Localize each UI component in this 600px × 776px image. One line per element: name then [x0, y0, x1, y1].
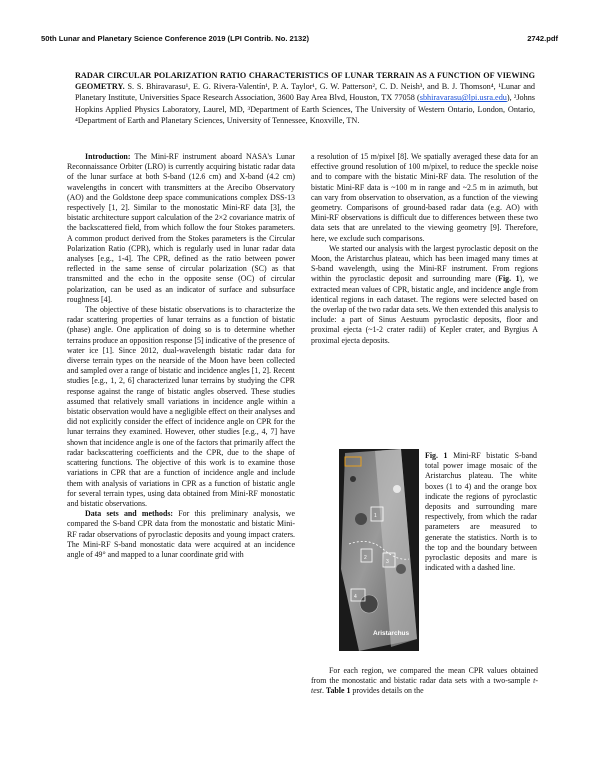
author-email-link[interactable]: sbhiravarasu@lpi.usra.edu: [419, 93, 507, 103]
page-header: [41, 34, 558, 46]
affiliation-2: ), ²Johns Hopkins Applied Physics Laboratory, Laurel, MD, ³Department of Earth Sciences, The University of Western Ontario, London, Ontario, ⁴Department of Earth and Planetary Sciences, University of Tennessee, Knoxville, TN.: [75, 93, 535, 125]
figure-reference: Fig. 1: [498, 274, 520, 284]
methods-paragraph-2: We started our analysis with the largest pyroclastic deposit on the Moon, the Aristarchus plateau, which has been imaged many times at S-band wavelength, using the Mini-RF instrument. From regions within the pyroclastic deposit and surrounding mare (Fig. 1), we extracted mean values of CPR, bistatic angle, and incidence angle from identical regions in each dataset. The regions were selected based on the overlap of the two radar data sets. We then extended this analysis to include: a part of Sinus Aestuum pyroclastic deposits, floor and proximal ejecta (~1-2 crater radii) of Kepler crater, and Byrgius A proximal ejecta deposits.: [311, 243, 538, 345]
title-block: [75, 70, 535, 126]
paper-title: RADAR CIRCULAR POLARIZATION RATIO CHARACTERISTICS OF LUNAR TERRAIN AS A FUNCTION OF VIEWING GEOMETRY.: [75, 71, 535, 92]
left-column: [67, 152, 295, 560]
author-list: S. S. Bhiravarasu¹, E. G. Rivera-Valentín¹, P. A. Taylor¹, G. W. Patterson², C. D. Neish³, and B. J. Thomson⁴,: [127, 82, 496, 92]
crater: [355, 513, 367, 525]
intro-paragraph-1: Introduction: The Mini-RF instrument aboard NASA's Lunar Reconnaissance Orbiter (LRO) is currently acquiring bistatic radar data of the lunar surface at both S-band (12.6 cm) and X-band (4.2 cm) wavelengths in concert with transmitters at the Arecibo Observatory (AO) and the Goldstone deep space communications complex DSS-13 respectively [1, 2]. Similar to the monostatic Mini-RF data [3], the bistatic architecture support calculation of the 2×2 covariance matrix of the backscattered field, from which follow the four Stokes parameters. A common product derived from the Stokes parameters is the Circular Polarization Ratio (CPR), which is regularly used in lunar radar data analyses [e.g., 1-4]. The CPR, defined as the ratio between power reflected in the same sense of circular polarization (SC) as that transmitted and the echo in the opposite sense (OC) of circular polarization, can be used as an indicator of surface and subsurface roughness [4].: [67, 152, 295, 304]
file-id: 2742.pdf: [527, 34, 558, 43]
post-figure-text: [311, 666, 538, 697]
methods-paragraph-1-continued: a resolution of 15 m/pixel [8]. We spatially averaged these data for an effective ground resolution of 100 m/pixel, to reduce the speckle noise and to compare with the bistatic Mini-RF data. The resolution of the bistatic Mini-RF data is ~100 m in range and ~2.5 m in azimuth, but can vary from observation to observation, as a function of the viewing geometry. Comparisons of ground-based radar data (e.g. AO) with Mini-RF observations is difficult due to differences between these two data sets that are unrelated to the viewing geometry [9]. Therefore, here, we exclude such comparisons.: [311, 152, 538, 243]
table-reference: Table 1: [325, 686, 351, 696]
crater: [396, 564, 406, 574]
box-label-4: 4: [354, 594, 357, 600]
box-label-3: 3: [386, 559, 389, 565]
radar-mosaic-image: [339, 449, 419, 651]
box-label-1: 1: [374, 513, 377, 519]
intro-paragraph-2: The objective of these bistatic observations is to characterize the radar scattering properties of lunar terrains as a function of bistatic (phase) angle. One application of doing so is to determine whether terrains produce an opposition response [5] indicative of the presence of water ice [1]. Since 2012, dual-wavelength bistatic radar data for diverse terrain types on the nearside of the Moon have been collected and sampled over a range of bistatic and incidence angles [1, 2]. Recent studies [e.g., 1, 2, 6] characterized lunar terrains by studying the CPR response against the range of bistatic angles observed. These studies assumed that relatively small variations in incidence angle within a bistatic observation would have a negligible effect on their analyses and did not explicitly consider the effect of incidence angle on CPR for the lunar terrains they examined. However, other studies [e.g., 4, 7] have shown that incidence angle is one of the factors that primarily affect the radar backscattering coefficients and the CPR, due to the shape of scattering functions. The objective of this work is to examine those variations in CPR that are a function of incidence angle and include them with analysis of variations in CPR as a function of bistatic angle for several terrain types, using data obtained from Mini-RF monostatic and bistatic observations.: [67, 305, 295, 508]
affiliation-1: ¹Lunar and Planetary Institute, Universities Space Research Association, 3600 Bay Area Blvd, Houston, TX 77058 (: [75, 82, 536, 103]
t-test-term: t-test: [311, 676, 538, 696]
crater: [393, 485, 401, 493]
figure-caption: Fig. 1 Mini-RF bistatic S-band total power image mosaic of the Aristarchus plateau. The white boxes (1 to 4) and the orange box indicate the regions of pyroclastic deposits and surrounding mare respectively, from which the radar parameters are measured to generate the statistics. North is to the top and the boundary between pyroclastic deposits and mare is indicated with a dashed line.: [425, 451, 537, 573]
methods-paragraph-1: Data sets and methods: For this preliminary analysis, we compared the S-band CPR data from the monostatic and bistatic Mini-RF radar observations of pyroclastic deposits and young impact craters. The Mini-RF S-band monostatic data were acquired at an incidence angle of 49° and mapped to a lunar coordinate grid with: [67, 509, 295, 559]
box-label-2: 2: [364, 555, 367, 561]
crater: [360, 595, 378, 613]
crater: [350, 476, 356, 482]
figure-1-radar-mosaic: [339, 449, 419, 651]
methods-heading: Data sets and methods:: [85, 509, 174, 519]
intro-heading: Introduction:: [85, 152, 131, 161]
image-label: Aristarchus: [373, 630, 410, 637]
conference-header: 50th Lunar and Planetary Science Conference 2019 (LPI Contrib. No. 2132): [41, 34, 309, 43]
figure-label: Fig. 1: [425, 451, 448, 460]
results-paragraph: For each region, we compared the mean CPR values obtained from the monostatic and bistatic radar data sets with a two-sample t-test. Table 1 provides details on the: [311, 666, 538, 696]
right-column: [311, 152, 538, 346]
